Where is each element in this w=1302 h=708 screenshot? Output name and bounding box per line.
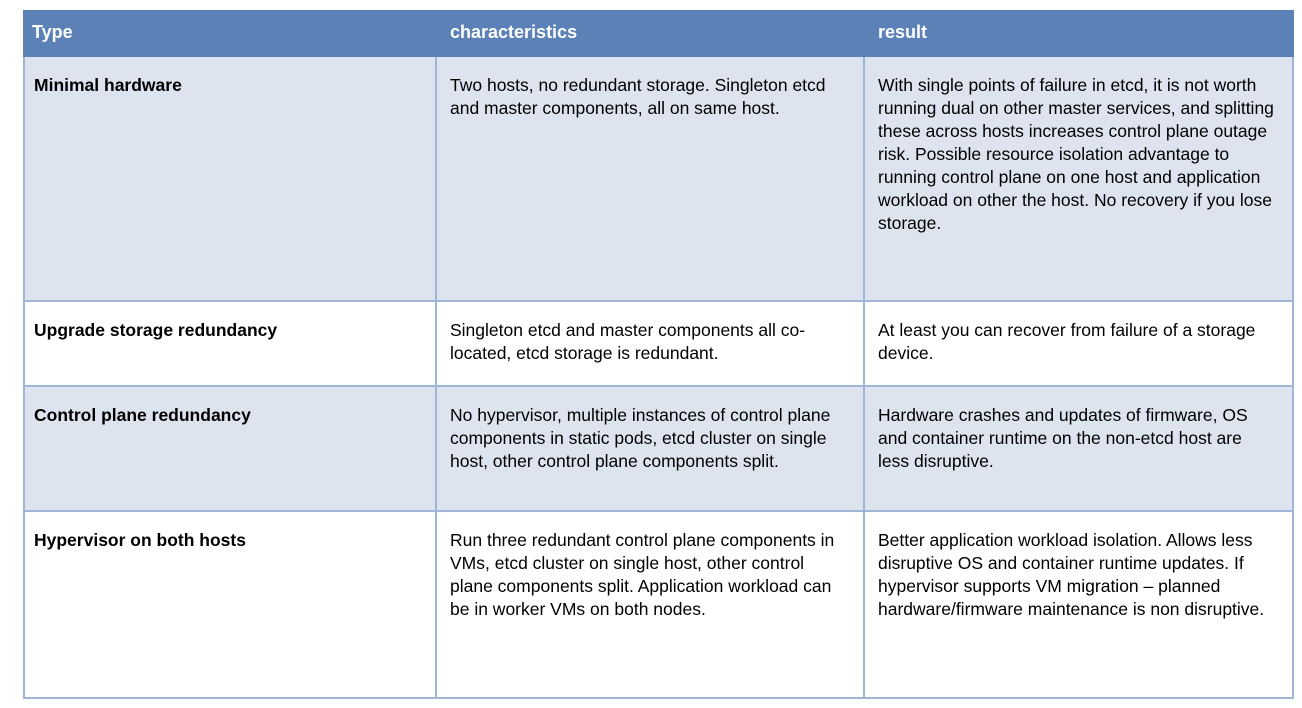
cell-result: At least you can recover from failure of a storage device. <box>865 302 1294 387</box>
cell-characteristics: Two hosts, no redundant storage. Singleton etcd and master components, all on same host. <box>437 57 865 302</box>
cell-characteristics: Singleton etcd and master components all co-located, etcd storage is redundant. <box>437 302 865 387</box>
cell-result: Better application workload isolation. Allows less disruptive OS and container runtime updates. If hypervisor supports VM migration – planned hardware/firmware maintenance is non disruptive. <box>865 512 1294 699</box>
ha-topology-comparison-table <box>23 10 1294 699</box>
table-row <box>23 387 1294 512</box>
table-row <box>23 512 1294 699</box>
cell-type: Control plane redundancy <box>23 387 437 512</box>
column-header-type: Type <box>23 10 437 57</box>
cell-result: With single points of failure in etcd, it is not worth running dual on other master services, and splitting these across hosts increases control plane outage risk. Possible resource isolation advantage to running control plane on one host and application workload on other the host. No recovery if you lose storage. <box>865 57 1294 302</box>
cell-result: Hardware crashes and updates of firmware, OS and container runtime on the non-etcd host are less disruptive. <box>865 387 1294 512</box>
cell-type: Hypervisor on both hosts <box>23 512 437 699</box>
cell-characteristics: No hypervisor, multiple instances of control plane components in static pods, etcd cluster on single host, other control plane components split. <box>437 387 865 512</box>
cell-type: Upgrade storage redundancy <box>23 302 437 387</box>
table-row <box>23 302 1294 387</box>
column-header-characteristics: characteristics <box>437 10 865 57</box>
table-header-row <box>23 10 1294 57</box>
column-header-result: result <box>865 10 1294 57</box>
table-row <box>23 57 1294 302</box>
cell-characteristics: Run three redundant control plane components in VMs, etcd cluster on single host, other control plane components split. Application workload can be in worker VMs on both nodes. <box>437 512 865 699</box>
cell-type: Minimal hardware <box>23 57 437 302</box>
